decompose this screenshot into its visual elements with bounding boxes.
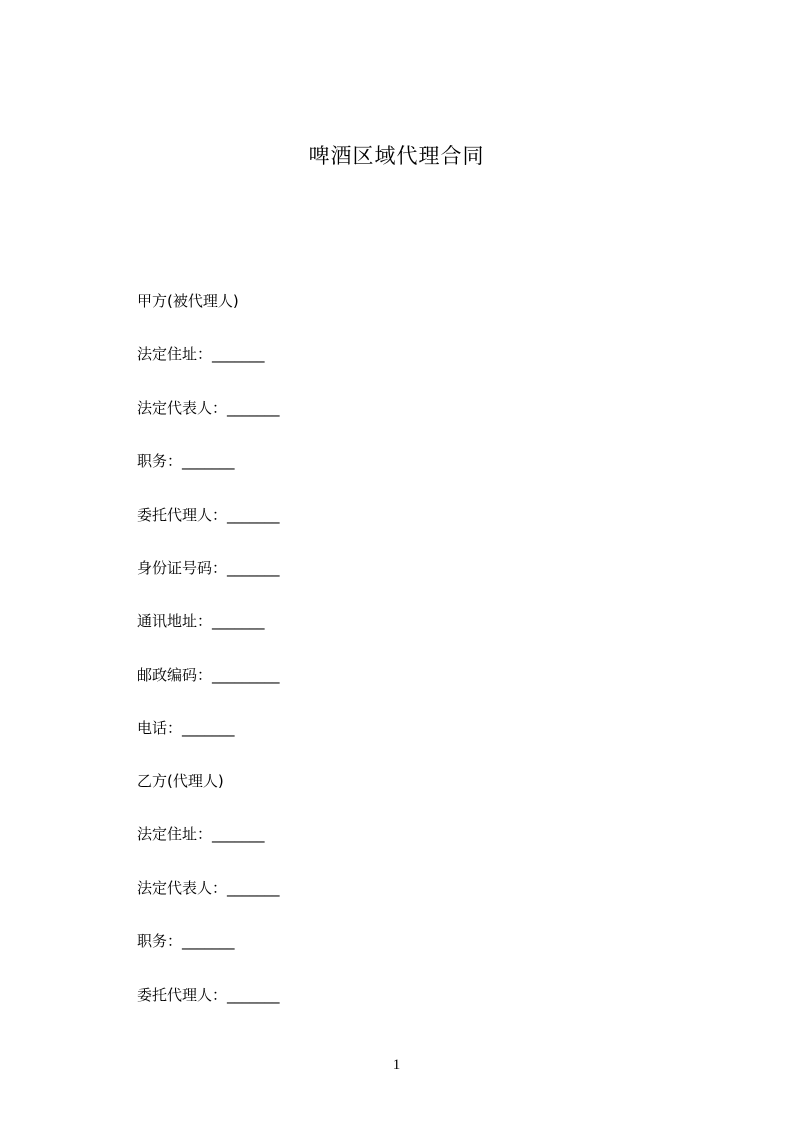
party-b-heading: 乙方(代理人) xyxy=(137,772,224,790)
party-a-id-number: 身份证号码：_______ xyxy=(137,559,280,577)
party-a-phone: 电话：_______ xyxy=(137,719,235,737)
document-title: 啤酒区域代理合同 xyxy=(308,144,485,168)
party-a-authorized-agent: 委托代理人：_______ xyxy=(137,506,280,524)
party-b-legal-representative: 法定代表人：_______ xyxy=(137,879,280,897)
party-a-heading: 甲方(被代理人) xyxy=(137,292,239,310)
party-a-mailing-address: 通讯地址：_______ xyxy=(137,612,265,630)
party-a-position: 职务：_______ xyxy=(137,452,235,470)
page-number: 1 xyxy=(392,1057,401,1073)
party-a-legal-representative: 法定代表人：_______ xyxy=(137,399,280,417)
party-a-legal-address: 法定住址：_______ xyxy=(137,345,265,363)
party-a-postal-code: 邮政编码：_________ xyxy=(137,666,280,684)
party-b-authorized-agent: 委托代理人：_______ xyxy=(137,986,280,1004)
party-b-position: 职务：_______ xyxy=(137,932,235,950)
party-b-legal-address: 法定住址：_______ xyxy=(137,825,265,843)
